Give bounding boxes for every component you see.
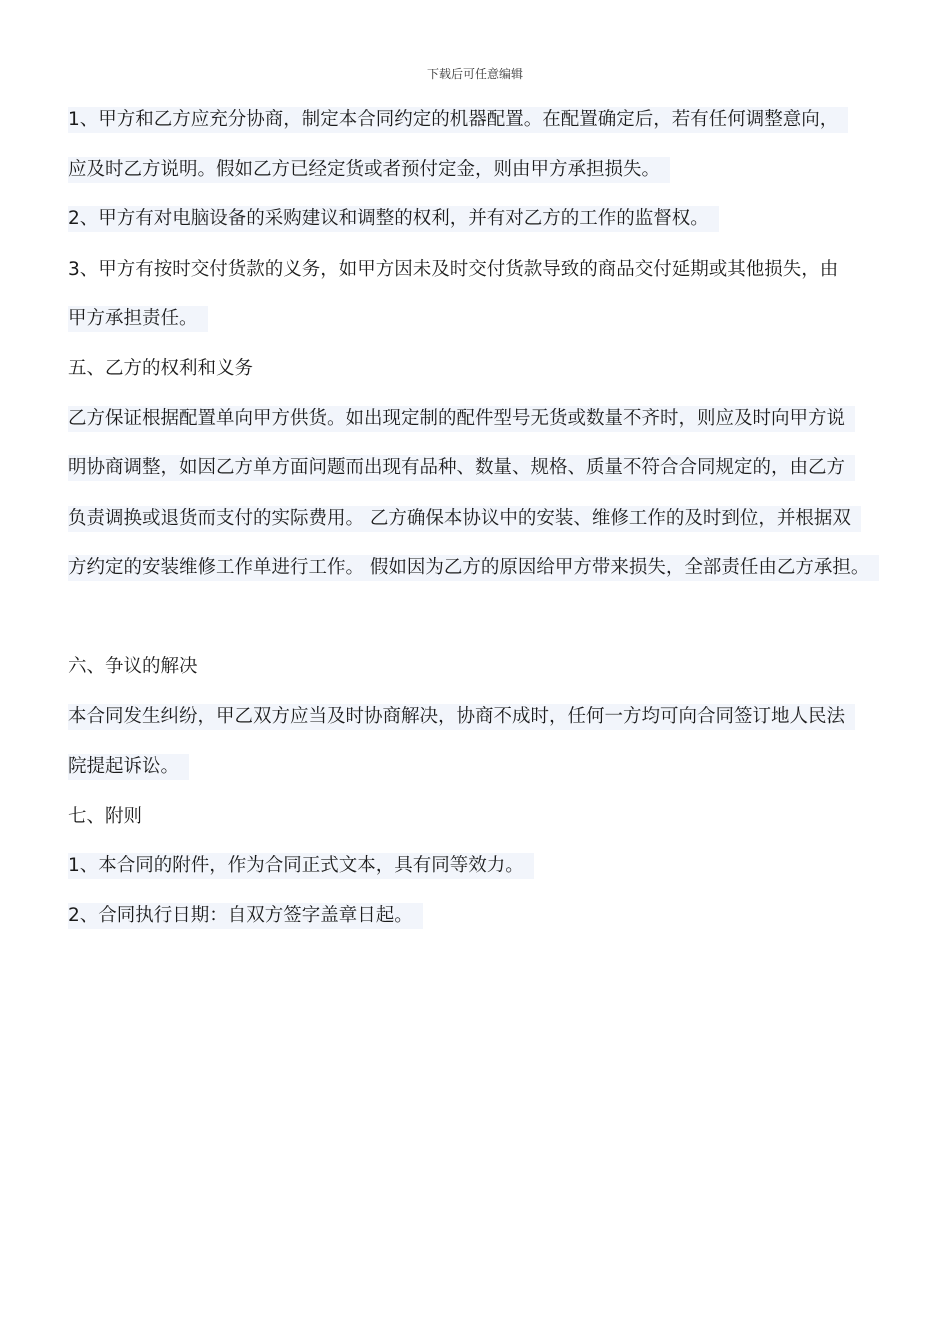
section-heading [68,356,253,382]
line-text: 3、甲方有按时交付货款的义务，如甲方因未及时交付货款导致的商品交付延期或其他损失，由 [68,259,839,280]
clause-line [68,903,423,929]
line-text: 五、乙方的权利和义务 [68,358,254,379]
section-heading [68,654,198,680]
line-text: 1、本合同的附件，作为合同正式文本，具有同等效力。 [68,853,534,879]
line-text: 1、甲方和乙方应充分协商，制定本合同约定的机器配置。在配置确定后，若有任何调整意向， [68,107,848,133]
line-text: 负责调换或退货而支付的实际费用。 乙方确保本协议中的安装、维修工作的及时到位，并根据双 [68,506,861,532]
line-text: 2、合同执行日期：自双方签字盖章日起。 [68,903,423,929]
section-heading [68,804,142,830]
clause-line [68,107,848,133]
page-header-note: 下载后可任意编辑 [426,67,523,81]
line-text: 乙方保证根据配置单向甲方供货。如出现定制的配件型号无货或数量不齐时，则应及时向甲方说 [68,406,855,432]
clause-line [68,506,861,532]
line-text: 六、争议的解决 [68,656,198,677]
line-text: 甲方承担责任。 [68,306,208,332]
line-text: 应及时乙方说明。假如乙方已经定货或者预付定金，则由甲方承担损失。 [68,157,670,183]
clause-line [68,555,879,581]
line-text: 明协商调整，如因乙方单方面问题而出现有品种、数量、规格、质量不符合合同规定的，由乙方 [68,455,855,481]
line-text: 2、甲方有对电脑设备的采购建议和调整的权利，并有对乙方的工作的监督权。 [68,206,719,232]
clause-line [68,455,855,481]
line-text: 方约定的安装维修工作单进行工作。 假如因为乙方的原因给甲方带来损失，全部责任由乙方承担。 [68,555,879,581]
clause-line [68,157,670,183]
clause-line [68,704,855,730]
clause-line [68,306,208,332]
line-text: 七、附则 [68,806,143,827]
line-text: 院提起诉讼。 [68,754,189,780]
clause-line [68,257,838,283]
clause-line [68,754,189,780]
clause-line [68,853,534,879]
clause-line [68,406,855,432]
clause-line [68,206,719,232]
line-text: 本合同发生纠纷，甲乙双方应当及时协商解决，协商不成时，任何一方均可向合同签订地人民法 [68,704,855,730]
